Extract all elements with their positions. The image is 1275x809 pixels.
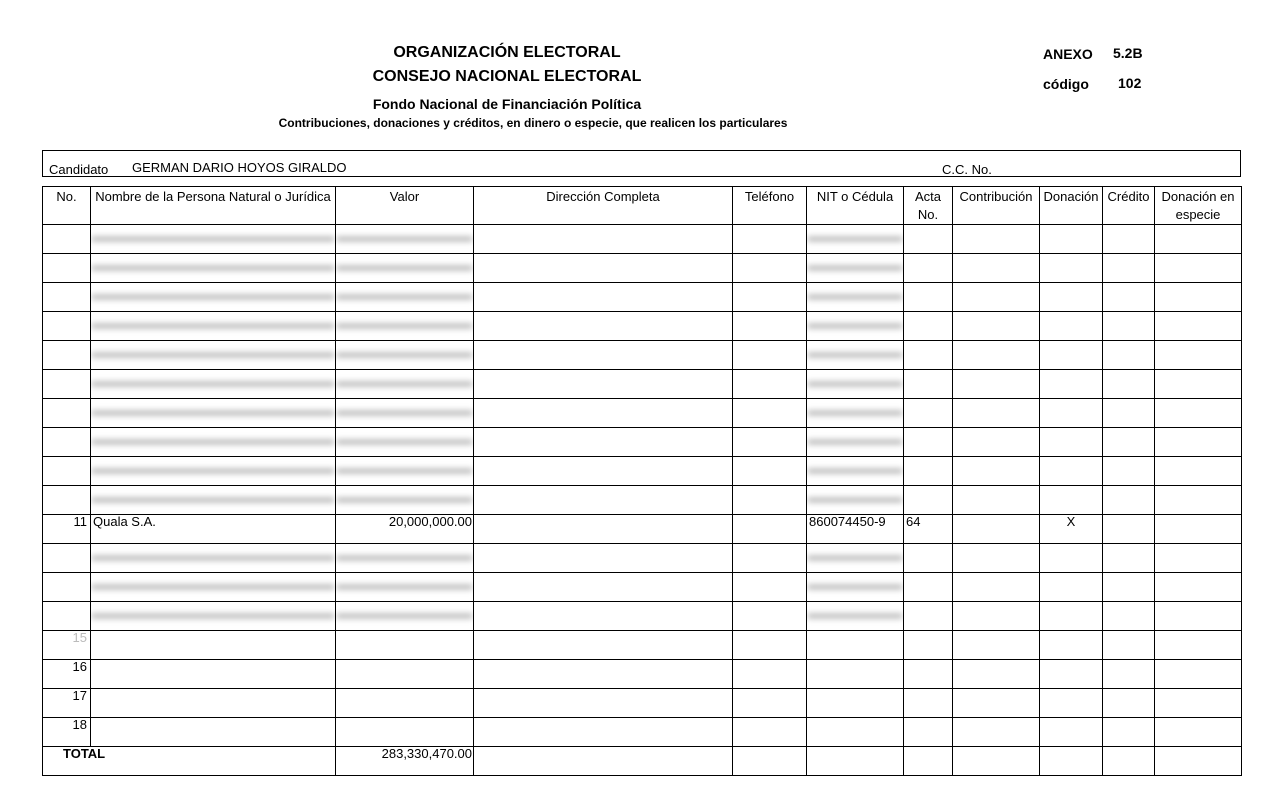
cell-no: 11 [43, 515, 91, 544]
table-row [43, 515, 1242, 544]
redacted-row [43, 312, 1242, 341]
cell-no: 18 [43, 718, 91, 747]
redacted-row [43, 283, 1242, 312]
cell-nit: 860074450-9 [807, 515, 904, 544]
cell-acta: 64 [904, 515, 953, 544]
fund-title: Fondo Nacional de Financiación Política [372, 96, 642, 112]
form-subtitle: Contribuciones, donaciones y créditos, en dinero o especie, que realicen los particulares [278, 116, 788, 130]
anexo-value: 5.2B [1113, 45, 1143, 61]
col-nombre-text: Nombre de la Persona Natural o Jurídica [95, 189, 331, 204]
redacted-row [43, 602, 1242, 631]
col-credito: Crédito [1103, 187, 1155, 225]
total-label: TOTAL [43, 747, 336, 776]
redacted-row [43, 486, 1242, 515]
council-title: CONSEJO NACIONAL ELECTORAL [372, 68, 642, 85]
candidate-name: GERMAN DARIO HOYOS GIRALDO [132, 160, 347, 175]
table-row [43, 689, 1242, 718]
redacted-row [43, 399, 1242, 428]
col-especie: Donación en especie [1155, 187, 1242, 225]
col-no: No. [43, 187, 91, 225]
redacted-row [43, 370, 1242, 399]
redacted-row [43, 254, 1242, 283]
cc-label: C.C. No. [942, 162, 992, 177]
redacted-row [43, 428, 1242, 457]
table-row [43, 660, 1242, 689]
cell-direccion [474, 515, 733, 544]
redacted-row [43, 457, 1242, 486]
redacted-row [43, 573, 1242, 602]
candidate-box [42, 150, 1241, 177]
cell-donacion: X [1040, 515, 1103, 544]
table-row [43, 718, 1242, 747]
table-row [43, 631, 1242, 660]
col-contribucion: Contribución [953, 187, 1040, 225]
col-valor: Valor [336, 187, 474, 225]
col-telefono: Teléfono [733, 187, 807, 225]
col-direccion: Dirección Completa [474, 187, 733, 225]
col-donacion: Donación [1040, 187, 1103, 225]
cell-contribucion [953, 515, 1040, 544]
cell-especie [1155, 515, 1242, 544]
cell-no: 16 [43, 660, 91, 689]
redacted-row [43, 225, 1242, 254]
cell-credito [1103, 515, 1155, 544]
cell-valor: 20,000,000.00 [336, 515, 474, 544]
redacted-row [43, 544, 1242, 573]
col-nombre [91, 187, 336, 225]
contributions-table [42, 186, 1242, 776]
cell-nombre: Quala S.A. [91, 515, 336, 544]
cell-telefono [733, 515, 807, 544]
org-title: ORGANIZACIÓN ELECTORAL [393, 44, 621, 61]
col-acta: Acta No. [904, 187, 953, 225]
codigo-value: 102 [1118, 75, 1142, 91]
cell-no: 17 [43, 689, 91, 718]
table-header-row [43, 187, 1242, 225]
col-nit: NIT o Cédula [807, 187, 904, 225]
candidate-label: Candidato [49, 162, 109, 177]
cell-no: 15 [43, 631, 91, 660]
codigo-label: código [1043, 76, 1089, 92]
anexo-label: ANEXO [1043, 46, 1093, 62]
redacted-row [43, 341, 1242, 370]
total-row [43, 747, 1242, 776]
total-value: 283,330,470.00 [336, 747, 474, 776]
